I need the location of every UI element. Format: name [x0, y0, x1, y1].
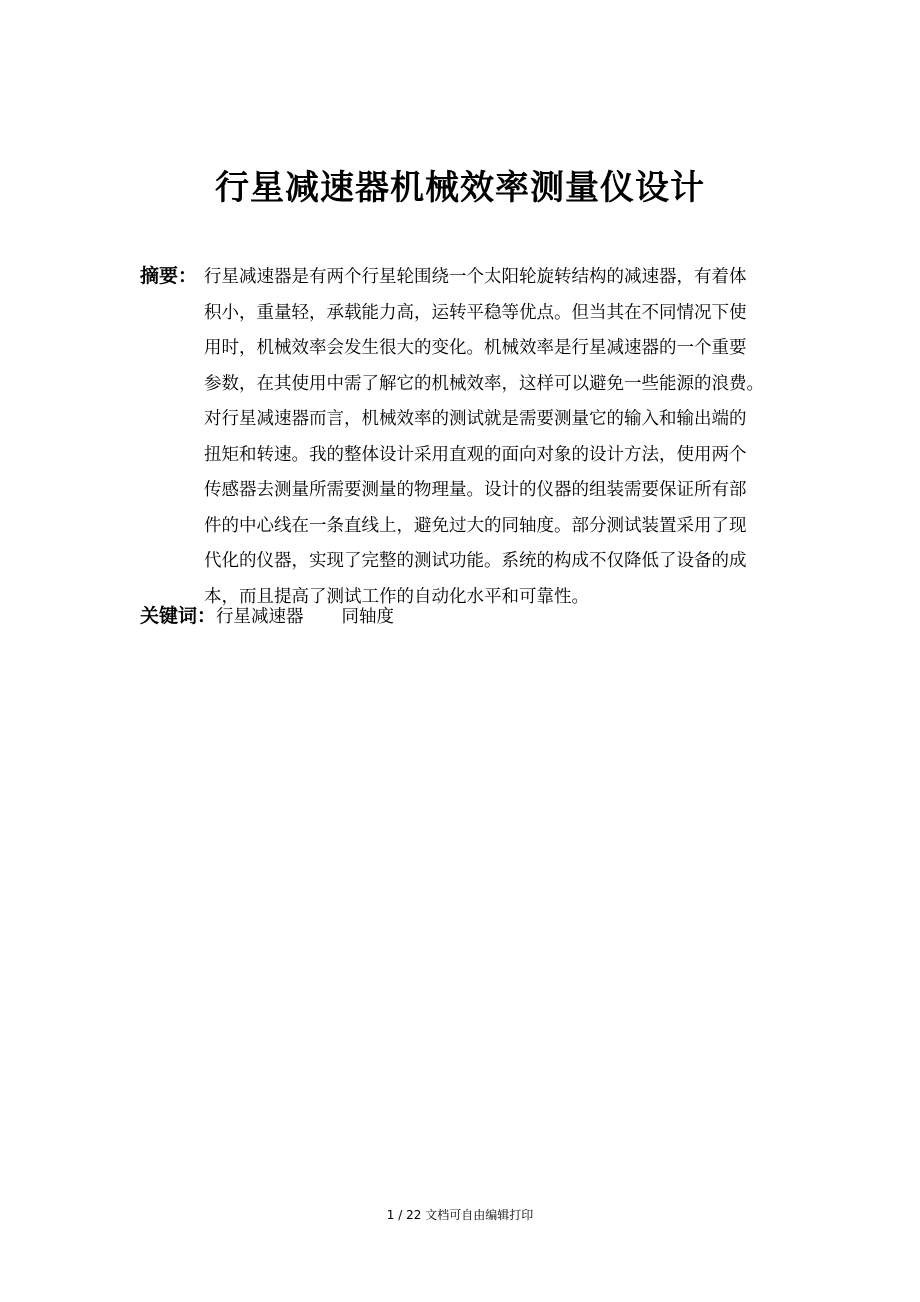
abstract-line: 传感器去测量所需要测量的物理量。设计的仪器的组装需要保证所有部	[204, 480, 747, 500]
keywords-section	[140, 600, 394, 633]
abstract-line: 用时，机械效率会发生很大的变化。机械效率是行星减速器的一个重要	[204, 338, 747, 358]
abstract-line: 代化的仪器，实现了完整的测试功能。系统的构成不仅降低了设备的成	[204, 551, 747, 571]
abstract-line: 对行星减速器而言，机械效率的测试就是需要测量它的输入和输出端的	[204, 409, 747, 429]
abstract-line: 参数，在其使用中需了解它的机械效率，这样可以避免一些能源的浪费。	[204, 373, 764, 394]
abstract-line: 本，而且提高了测试工作的自动化水平和可靠性。	[204, 586, 589, 607]
abstract-line: 件的中心线在一条直线上，避免过大的同轴度。部分测试装置采用了现	[204, 515, 747, 536]
abstract-body	[204, 260, 804, 615]
keyword-item: 行星减速器	[216, 607, 304, 627]
abstract-line: 积小，重量轻，承载能力高，运转平稳等优点。但当其在不同情况下使	[204, 302, 747, 323]
abstract-line: 行星减速器是有两个行星轮围绕一个太阳轮旋转结构的减速器，有着体	[204, 267, 747, 287]
page-footer: 1 / 22 文档可自由编辑打印	[386, 1208, 534, 1222]
keywords-label: 关键词：	[140, 605, 217, 627]
abstract-label: 摘要：	[140, 265, 198, 287]
abstract-line: 扭矩和转速。我的整体设计采用直观的面向对象的设计方法，使用两个	[204, 444, 747, 465]
document-title: 行星减速器机械效率测量仪设计	[215, 168, 705, 208]
keyword-item: 同轴度	[341, 607, 395, 627]
